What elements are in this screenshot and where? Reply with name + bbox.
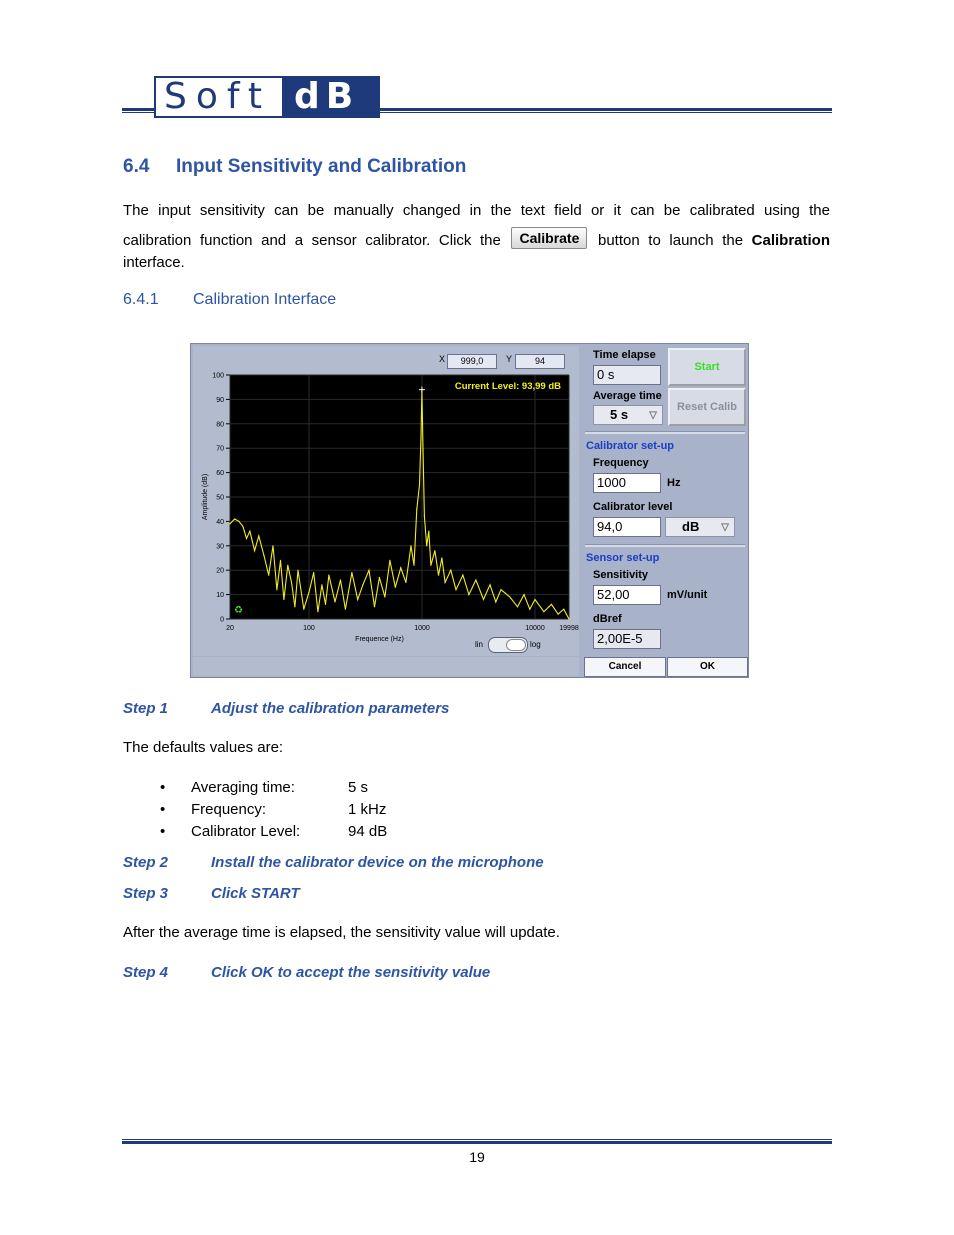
intro-line-2c: Calibration	[751, 232, 831, 249]
y-tick-label: 60	[216, 470, 224, 478]
spectrum-data-point	[351, 572, 352, 573]
y-tick-label: 80	[216, 421, 224, 429]
spectrum-data-point	[321, 584, 322, 585]
y-tick-label: 50	[216, 494, 224, 502]
dbref-label: dBref	[593, 613, 622, 625]
spectrum-data-point	[475, 579, 476, 580]
spectrum-data-point	[276, 589, 277, 590]
sensor-setup-heading: Sensor set-up	[586, 552, 660, 564]
step-3-number: Step 3	[123, 885, 169, 902]
x-tick-label: 100	[303, 625, 315, 632]
average-time-label: Average time	[593, 390, 662, 402]
spectrum-data-point	[483, 599, 484, 600]
window-bottom-strip	[193, 657, 579, 676]
section-separator-2	[585, 544, 745, 547]
logo-soft-text: Soft	[156, 78, 282, 116]
chevron-down-icon: ▽	[649, 410, 657, 421]
spectrum-data-point	[328, 575, 329, 576]
chevron-down-icon: ▽	[721, 522, 729, 533]
time-elapse-label: Time elapse	[593, 349, 656, 361]
frequency-label: Frequency	[593, 457, 649, 469]
spectrum-data-point	[234, 518, 235, 519]
subsection-title: Calibration Interface	[193, 291, 337, 308]
y-tick-label: 90	[216, 396, 224, 404]
spectrum-data-point	[283, 599, 284, 600]
bullet-value: 5 s	[348, 779, 369, 796]
spectrum-data-point	[263, 555, 264, 556]
intro-line-2	[123, 226, 830, 256]
ok-button[interactable]: OK	[667, 657, 748, 677]
section-separator-1	[585, 431, 745, 434]
spectrum-data-point	[529, 609, 530, 610]
bullet-key: Calibrator Level:	[191, 823, 301, 840]
step-1-number: Step 1	[123, 700, 169, 717]
spectrum-data-point	[246, 538, 247, 539]
switch-lin-label: lin	[475, 640, 484, 649]
spectrum-data-point	[362, 584, 363, 585]
y-tick-label: 100	[212, 372, 224, 380]
spectrum-data-point	[340, 579, 341, 580]
calibrator-setup-heading: Calibrator set-up	[586, 440, 675, 452]
average-time-value: 5 s	[610, 407, 629, 422]
calibrator-unit-value: dB	[682, 519, 700, 534]
spectrum-data-point	[410, 545, 411, 546]
spectrum-data-point	[317, 611, 318, 612]
intro-line-3: interface.	[123, 254, 185, 271]
spectrum-data-point	[551, 604, 552, 605]
step-3	[123, 885, 300, 902]
bullet-dot: •	[160, 779, 166, 796]
cancel-button[interactable]: Cancel	[584, 657, 666, 677]
current-level-label: Current Level: 93,99 dB	[454, 381, 561, 392]
step-3-text: Click START	[211, 885, 300, 902]
spectrum-data-point	[534, 599, 535, 600]
spectrum-data-point	[325, 604, 326, 605]
spectrum-data-point	[368, 570, 369, 571]
spectrum-data-point	[308, 592, 309, 593]
step-4	[123, 964, 490, 981]
spectrum-data-point	[272, 545, 273, 546]
footer-rule-thin	[122, 1139, 832, 1140]
calibrator-level-input[interactable]: 94,0	[593, 517, 661, 537]
spectrum-data-point	[254, 550, 255, 551]
spectrum-data-point	[445, 582, 446, 583]
y-tick-label: 40	[216, 518, 224, 526]
section-number: 6.4	[123, 156, 150, 177]
bullet-value: 94 dB	[348, 823, 388, 840]
spectrum-data-point	[313, 572, 314, 573]
spectrum-data-point	[400, 567, 401, 568]
spectrum-data-point	[268, 575, 269, 576]
spectrum-data-point	[424, 516, 425, 517]
y-tick-label: 70	[216, 445, 224, 453]
spectrum-data-point	[291, 582, 292, 583]
y-axis-label: Amplitude (dB)	[202, 473, 209, 521]
average-time-select[interactable]	[593, 405, 663, 425]
after-text: After the average time is elapsed, the sensitivity value will update.	[123, 924, 560, 941]
x-tick-label: 19998	[559, 625, 579, 632]
step-4-number: Step 4	[123, 964, 169, 981]
step-2-number: Step 2	[123, 854, 169, 871]
step-1-text: Adjust the calibration parameters	[211, 700, 450, 717]
spectrum-data-point	[468, 594, 469, 595]
frequency-unit: Hz	[667, 477, 681, 489]
time-elapse-field: 0 s	[593, 365, 661, 385]
spectrum-data-point	[563, 609, 564, 610]
spectrum-data-point	[345, 609, 346, 610]
y-coord-field[interactable]: 94	[515, 354, 565, 369]
spectrum-data-point	[438, 575, 439, 576]
spectrum-data-point	[455, 589, 456, 590]
spectrum-data-point	[419, 484, 420, 485]
spectrum-data-point	[568, 618, 569, 619]
bullet-key: Frequency:	[191, 801, 267, 818]
page-number: 19	[469, 1149, 485, 1165]
switch-log-label: log	[530, 640, 541, 649]
spectrum-data-point	[420, 435, 421, 436]
spectrum-data-point	[280, 560, 281, 561]
footer-rule-thick	[122, 1141, 832, 1144]
intro-line-2b: button to launch the	[598, 232, 744, 249]
spectrum-data-point	[523, 594, 524, 595]
refresh-icon: ♻	[234, 605, 243, 616]
sensitivity-input[interactable]: 52,00	[593, 585, 661, 605]
spectrum-data-point	[384, 596, 385, 597]
spectrum-data-point	[441, 557, 442, 558]
plot-panel	[193, 346, 579, 656]
x-tick-label: 1000	[414, 625, 430, 632]
y-tick-label: 10	[216, 592, 224, 600]
bullet-key: Averaging time:	[191, 779, 295, 796]
spectrum-data-point	[434, 550, 435, 551]
section-title: Input Sensitivity and Calibration	[176, 156, 467, 177]
calibrate-button-image: Calibrate	[511, 227, 587, 249]
start-button[interactable]: Start	[668, 348, 746, 386]
spectrum-data-point	[558, 614, 559, 615]
spectrum-data-point	[413, 565, 414, 566]
sensitivity-label: Sensitivity	[593, 569, 649, 581]
bullet-frequency	[160, 801, 386, 818]
spectrum-data-point	[489, 584, 490, 585]
y-tick-label: 0	[220, 616, 224, 624]
subsection-heading	[123, 291, 336, 309]
spectrum-data-point	[258, 535, 259, 536]
spectrum-data-point	[500, 589, 501, 590]
step-4-text: Click OK to accept the sensitivity value	[211, 964, 491, 981]
calibrator-unit-select[interactable]	[665, 517, 735, 537]
bullet-calibrator-level	[160, 823, 387, 840]
x-tick-label: 10000	[525, 625, 545, 632]
step-2	[123, 854, 544, 871]
spectrum-data-point	[395, 587, 396, 588]
dbref-field: 2,00E-5	[593, 629, 661, 649]
spectrum-data-point	[238, 521, 239, 522]
y-coord-label: Y	[506, 354, 513, 364]
spectrum-data-point	[389, 560, 390, 561]
y-tick-label: 20	[216, 567, 224, 575]
switch-knob[interactable]	[506, 639, 526, 651]
intro-paragraph	[123, 196, 830, 270]
lin-log-switch[interactable]	[488, 637, 528, 653]
spectrum-data-point	[287, 565, 288, 566]
spectrum-data-point	[242, 526, 243, 527]
section-heading	[123, 156, 466, 178]
subsection-number: 6.4.1	[123, 291, 159, 308]
y-tick-label: 30	[216, 543, 224, 551]
defaults-intro: The defaults values are:	[123, 739, 284, 756]
spectrum-data-point	[509, 596, 510, 597]
intro-line-1: The input sensitivity can be manually changed in the text field or it can be calibrated using the	[123, 202, 830, 219]
x-coord-field[interactable]: 999,0	[447, 354, 497, 369]
spectrum-data-point	[422, 448, 423, 449]
spectrum-data-point	[249, 531, 250, 532]
calibrator-level-label: Calibrator level	[593, 501, 673, 513]
step-1	[123, 700, 449, 717]
spectrum-data-point	[294, 606, 295, 607]
spectrum-data-point	[374, 606, 375, 607]
settings-panel	[583, 344, 747, 656]
spectrum-data-point	[303, 609, 304, 610]
x-axis-label: Frequence (Hz)	[355, 636, 404, 643]
bullet-value: 1 kHz	[348, 801, 387, 818]
spectrum-data-point	[426, 545, 427, 546]
spectrum-data-point	[543, 611, 544, 612]
spectrum-data-point	[229, 523, 230, 524]
spectrum-data-point	[405, 582, 406, 583]
bullet-averaging-time	[160, 779, 368, 796]
bullet-dot: •	[160, 823, 166, 840]
intro-line-2a: calibration function and a sensor calibrator. Click the	[123, 232, 501, 249]
spectrum-data-point	[297, 570, 298, 571]
sensitivity-unit: mV/unit	[667, 589, 708, 601]
spectrum-data-point	[450, 570, 451, 571]
spectrum-data-point	[462, 575, 463, 576]
bullet-dot: •	[160, 801, 166, 818]
reset-calib-button[interactable]: Reset Calib	[668, 388, 746, 426]
logo-db-text: dB	[282, 78, 378, 116]
spectrum-chart[interactable]	[193, 346, 579, 656]
soft-db-logo	[154, 76, 380, 118]
spectrum-data-point	[517, 606, 518, 607]
calibration-window	[190, 343, 749, 678]
step-2-text: Install the calibrator device on the microphone	[211, 854, 544, 871]
spectrum-data-point	[428, 531, 429, 532]
spectrum-data-point	[416, 509, 417, 510]
x-coord-label: X	[439, 354, 446, 364]
spectrum-data-point	[357, 599, 358, 600]
x-tick-label: 20	[226, 625, 234, 632]
frequency-input[interactable]: 1000	[593, 473, 661, 493]
spectrum-data-point	[430, 565, 431, 566]
spectrum-data-point	[334, 601, 335, 602]
spectrum-data-point	[379, 577, 380, 578]
spectrum-data-point	[495, 601, 496, 602]
